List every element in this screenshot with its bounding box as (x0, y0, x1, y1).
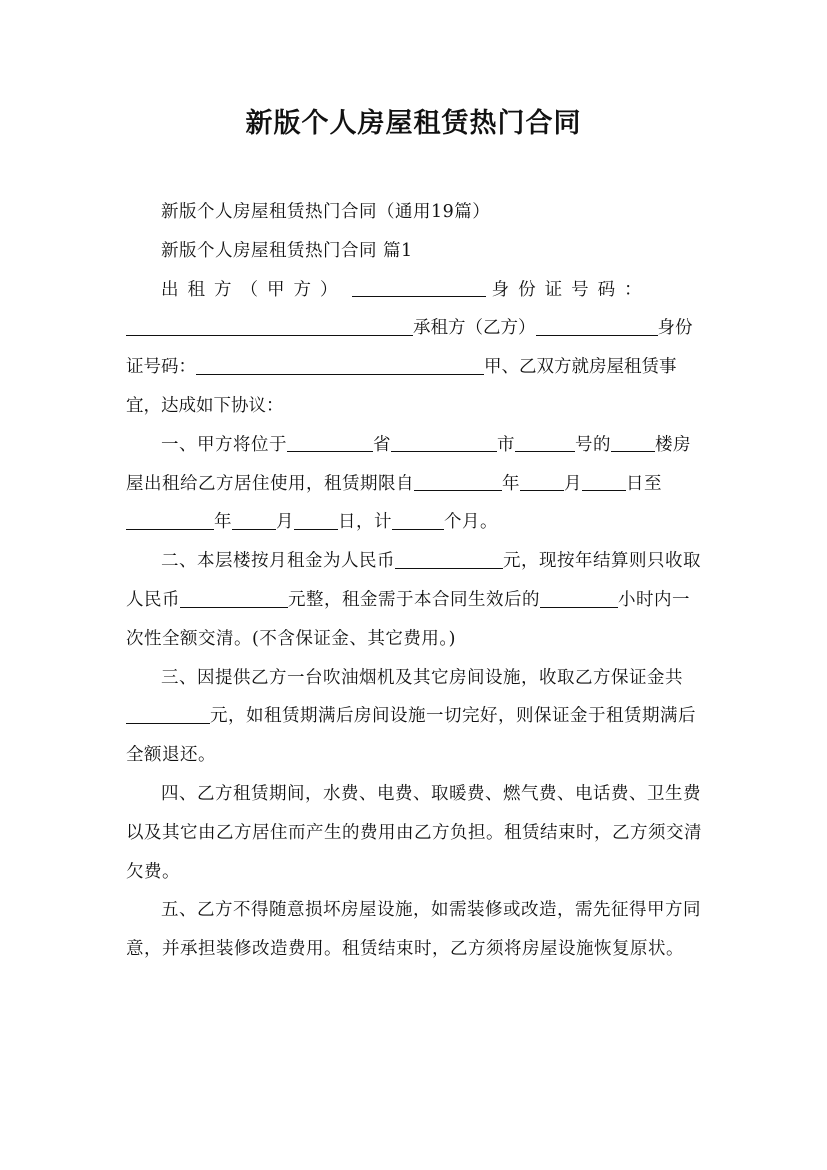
clause-3: 三、因提供乙方一台吹油烟机及其它房间设施，收取乙方保证金共元，如租赁期满后房间设施一切完好，则保证金于租赁期满后全额退还。 (126, 667, 696, 766)
lessor-id-label: 身份证号码： (491, 279, 651, 300)
document-body (126, 193, 702, 969)
section-heading: 新版个人房屋租赁热门合同 篇1 (161, 240, 413, 261)
end-year-blank (126, 511, 214, 530)
clause-5: 五、乙方不得随意损坏房屋设施，如需装修或改造，需先征得甲方同意，并承担装修改造费用。租赁结束时，乙方须将房屋设施恢复原状。 (126, 900, 701, 960)
clause-2: 二、本层楼按月租金为人民币 元，现按年结算则只收取人民币 元整，租金需于本合同生效后的 小时内一次性全额交清。(不含保证金、其它费用。) (126, 551, 701, 649)
province-blank (287, 433, 373, 452)
end-day-blank (294, 511, 338, 530)
monthly-rent-blank (395, 549, 503, 568)
lessee-label: 承租方（乙方） (413, 318, 536, 339)
lessee-id-blank (196, 355, 484, 374)
clause-4: 四、乙方租赁期间，水费、电费、取暖费、燃气费、电话费、卫生费以及其它由乙方居住而产生的费用由乙方负担。租赁结束时，乙方须交清欠费。 (126, 783, 702, 882)
months-blank (392, 511, 444, 530)
document-title: 新版个人房屋租赁热门合同 (245, 108, 582, 139)
building-blank (611, 433, 655, 452)
start-month-blank (520, 472, 564, 491)
city-blank (391, 433, 497, 452)
number-blank (515, 433, 575, 452)
lessee-id-label: 身份证号码： (126, 318, 693, 378)
hours-blank (540, 588, 618, 607)
start-day-blank (582, 472, 626, 491)
parties-tail: 甲、乙双方就房屋租赁事宜，达成如下协议： (126, 357, 677, 416)
lessor-name-blank (352, 278, 486, 297)
lessor-id-blank (126, 317, 413, 336)
annual-rent-blank (180, 588, 288, 607)
clause-1: 一、甲方将位于 省 市 号的 楼房屋出租给乙方居住使用，租赁期限自 年 月 日至年 月 日，计 个月。 (126, 434, 691, 533)
lessee-name-blank (536, 317, 658, 336)
deposit-blank (126, 705, 210, 724)
start-year-blank (414, 472, 502, 491)
parties-paragraph (126, 271, 702, 426)
end-month-blank (232, 511, 276, 530)
lessor-label: 出租方（甲方） (161, 279, 347, 300)
subtitle: 新版个人房屋租赁热门合同（通用19篇） (161, 202, 491, 222)
